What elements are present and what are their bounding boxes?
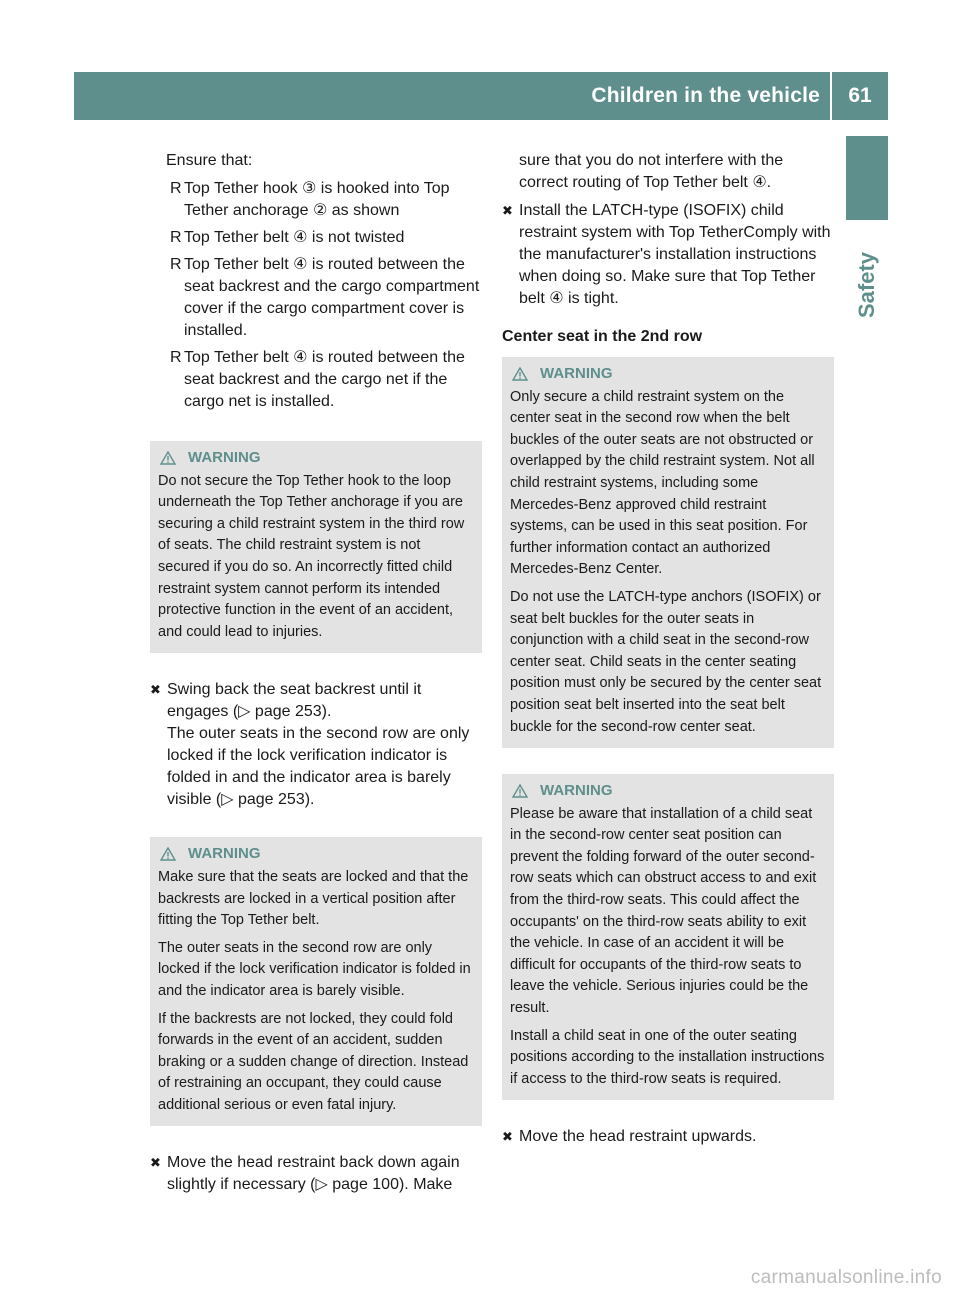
step-arrow-icon: ✖ [150,1155,161,1171]
warning-title: WARNING [188,449,261,466]
warning-text: Make sure that the seats are locked and that the backrests are locked in a vertical position after fitting the Top Tether belt. [158,868,469,929]
warning-text: Install a child seat in one of the outer seating positions according to the installation instructions if access to the third-row seats is required. [510,1027,825,1087]
instruction-step: ✖ Move the head restraint upwards. [502,1126,834,1148]
continued-text: sure that you do not interfere with the correct routing of Top Tether belt ④. [519,152,784,191]
intro-text: Ensure that: [166,152,253,169]
right-column [502,150,834,1174]
chapter-title: Children in the vehicle [591,84,820,107]
section-tab [846,136,888,220]
warning-triangle-icon [512,367,528,381]
section-side-label: Safety [854,251,879,319]
warning-title: WARNING [540,782,613,800]
bullet-mark: R [170,229,182,246]
warning-triangle-icon [512,784,528,798]
section-heading: Center seat in the 2nd row [502,328,703,345]
page-header [74,72,888,120]
list-item: R Top Tether belt ④ is not twisted [150,227,482,249]
warning-text: Do not use the LATCH-type anchors (ISOFIX) or seat belt buckles for the outer seats in conjunction with a child seat in the second-row center seat. Child seats in the center seating position must only be secured by the center seat position seat belt inserted into the seat belt buckle for the second-row center seat. [510,588,822,735]
warning-box [502,357,834,748]
warning-text: If the backrests are not locked, they could fold forwards in the event of an accident, sudden braking or a sudden change of direction. Instead of restraining an occupant, they could cause additional serious or even fatal injury. [158,1010,469,1113]
warning-text: The outer seats in the second row are only locked if the lock verification indicator is folded in and the indicator area is barely visible. [158,939,471,999]
check-list [150,178,482,413]
warning-text: Only secure a child restraint system on the center seat in the second row when the belt buckles of the outer seats are not obstructed or overlapped by the child restraint system. Not all child restraint systems, including some Mercedes-Benz approved child restraint systems, can be used in this seat position. For further information contact an authorized Mercedes-Benz Center. [510,388,815,578]
instruction-step: ✖ Move the head restraint back down again slightly if necessary (▷ page 100). Make [150,1154,460,1194]
step-arrow-icon: ✖ [150,682,161,698]
warning-box [502,774,834,1100]
bullet-mark: R [170,180,182,197]
instruction-step: ✖ Swing back the seat backrest until it engages (▷ page 253). The outer seats in the second row are only locked if the lock verification indicator is folded in and the indicator area is barely visible (▷ page 253). [150,681,470,809]
warning-text: Please be aware that installation of a child seat in the second-row center seat position can prevent the folding forward of the outer second-row seats which can obstruct access to and exit from the third-row seats. This could affect the occupants' on the third-row seats ability to exit the vehicle. In case of an accident it will be difficult for occupants of the third-row seats to leave the vehicle. Serious injuries could be the result. [510,805,817,1017]
warning-text: Do not secure the Top Tether hook to the loop underneath the Top Tether anchorage if you are securing a child restraint system in the third row of seats. The child restraint system is not secured if you do so. An incorrectly fitted child restraint system cannot perform its intended protective function in the event of an accident, and could lead to injuries. [158,472,465,640]
warning-box [150,837,482,1126]
step-arrow-icon: ✖ [502,1129,513,1145]
warning-title: WARNING [540,365,613,382]
list-item: R Top Tether belt ④ is routed between the seat backrest and the cargo compartment cover if the cargo compartment cover is installed. [170,256,480,339]
page-number: 61 [848,84,872,107]
bullet-mark: R [170,256,182,273]
bullet-mark: R [170,349,182,366]
warning-title: WARNING [188,845,261,863]
watermark: carmanualsonline.info [750,1267,942,1288]
warning-box [150,441,482,653]
list-item: R Top Tether hook ③ is hooked into Top Tether anchorage ② as shown [170,180,450,219]
left-column [150,150,482,1222]
warning-triangle-icon [160,451,176,465]
instruction-step: ✖ Install the LATCH-type (ISOFIX) child restraint system with Top TetherComply with the manufacturer's installation instructions when doing so. Make sure that Top Tether belt ④ is tight. [502,202,831,307]
warning-triangle-icon [160,847,176,861]
list-item: R Top Tether belt ④ is routed between the seat backrest and the cargo net if the cargo net is installed. [170,349,465,410]
step-arrow-icon: ✖ [502,203,513,218]
